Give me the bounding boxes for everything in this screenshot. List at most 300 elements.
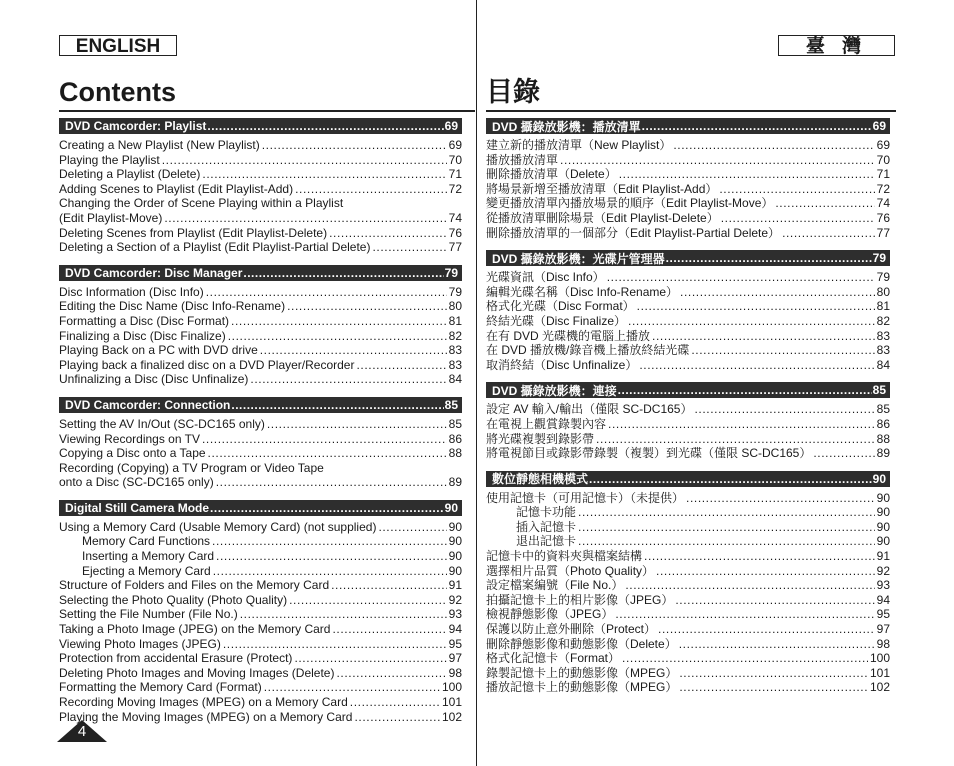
entry-label: 編輯光碟名稱（Disc Info-Rename） [486, 284, 679, 299]
toc-entry[interactable] [486, 196, 890, 211]
entry-page-number: 95 [448, 636, 462, 651]
entry-page-number: 85 [876, 402, 890, 417]
toc-entry[interactable] [486, 226, 890, 241]
leader-dots [243, 266, 443, 280]
entry-label: 終結光碟（Disc Finalize） [486, 313, 627, 328]
entry-page-number: 71 [876, 167, 890, 182]
toc-entry[interactable] [59, 578, 462, 593]
entry-label: Viewing Recordings on TV [59, 431, 200, 446]
entry-page-number: 82 [876, 313, 890, 328]
entry-label: 設定 AV 輸入/輸出（僅限 SC-DC165） [486, 402, 693, 417]
leader-dots [578, 534, 875, 549]
leader-dots [782, 226, 875, 241]
toc-entry[interactable] [59, 520, 462, 535]
entry-label: 錄製記憶卡上的動態影像（MPEG） [486, 665, 678, 680]
entry-label: 拍攝記憶卡上的相片影像（JPEG） [486, 592, 674, 607]
toc-entry[interactable] [59, 417, 462, 432]
entry-label: Playing Back on a PC with DVD drive [59, 343, 258, 358]
entry-page-number: 79 [876, 270, 890, 285]
toc-section-header[interactable] [59, 265, 462, 281]
entry-label: Deleting a Playlist (Delete) [59, 167, 201, 182]
leader-dots [721, 211, 875, 226]
entry-page-number: 83 [876, 328, 890, 343]
leader-dots [350, 695, 440, 710]
entry-page-number: 84 [448, 372, 462, 387]
leader-dots [223, 637, 447, 652]
entry-label: 變更播放清單內播放場景的順序（Edit Playlist-Move） [486, 196, 774, 211]
entry-page-number: 90 [448, 549, 462, 564]
toc-entry[interactable] [59, 240, 462, 255]
leader-dots [608, 417, 875, 432]
leader-dots [658, 622, 875, 637]
leader-dots [596, 432, 875, 447]
toc-entry[interactable] [486, 564, 890, 579]
entry-page-number: 93 [448, 607, 462, 622]
leader-dots [775, 196, 874, 211]
entry-page-number: 90 [876, 519, 890, 534]
leader-dots [615, 607, 874, 622]
entry-label: 取消終結（Disc Unfinalize） [486, 357, 638, 372]
toc-entry[interactable] [59, 564, 462, 579]
entry-label: 設定檔案編號（File No.） [486, 578, 624, 593]
toc-entry[interactable] [486, 578, 890, 593]
entry-page-number: 83 [448, 357, 462, 372]
entry-page-number: 90 [448, 534, 462, 549]
entry-label: 選擇相片品質（Photo Quality） [486, 563, 655, 578]
entry-page-number: 81 [876, 299, 890, 314]
entry-page-number: 81 [448, 313, 462, 328]
entry-page-number: 79 [448, 284, 462, 299]
entry-label: 將電視節目或錄影帶錄製（複製）到光碟（僅限 SC-DC165） [486, 446, 812, 461]
entry-page-number: 74 [448, 210, 462, 225]
toc-entry[interactable] [486, 637, 890, 652]
entry-page-number: 77 [876, 225, 890, 240]
toc-section [59, 397, 462, 496]
toc-entry[interactable] [59, 446, 462, 461]
leader-dots [378, 520, 446, 535]
entry-page-number: 69 [448, 138, 462, 152]
toc-section-header[interactable] [59, 500, 462, 516]
toc-section-header[interactable] [486, 118, 890, 134]
toc-entry[interactable] [59, 622, 462, 637]
leader-dots [618, 383, 872, 397]
leader-dots [719, 182, 874, 197]
leader-dots [332, 622, 446, 637]
toc-entry[interactable] [59, 182, 462, 197]
entry-page-number: 89 [448, 475, 462, 490]
toc-entry[interactable] [59, 285, 462, 300]
toc-entry[interactable] [59, 299, 462, 314]
leader-dots [679, 680, 868, 695]
section-title: DVD Camcorder: Disc Manager [65, 265, 243, 280]
leader-dots [686, 491, 875, 506]
entry-label: 格式化記憶卡（Format） [486, 651, 621, 666]
toc-entry[interactable] [59, 329, 462, 344]
leader-dots [162, 153, 447, 168]
toc-entry[interactable] [486, 285, 890, 300]
entry-page-number: 74 [876, 196, 890, 211]
section-page-number: 85 [872, 383, 886, 398]
toc-section [486, 118, 890, 246]
toc-entry[interactable] [486, 622, 890, 637]
entry-page-number: 88 [448, 446, 462, 461]
entry-page-number: 70 [876, 152, 890, 167]
leader-dots [372, 240, 446, 255]
language-label-english: ENGLISH [59, 35, 177, 56]
entry-label: 在 DVD 播放機/錄音機上播放終結光碟 [486, 343, 690, 358]
entry-page-number: 88 [876, 431, 890, 446]
entry-page-number: 84 [876, 357, 890, 372]
leader-dots [331, 578, 447, 593]
toc-entry[interactable] [486, 680, 890, 695]
entry-label: Editing the Disc Name (Disc Info-Rename) [59, 299, 286, 314]
entry-label: Setting the AV In/Out (SC-DC165 only) [59, 416, 265, 431]
leader-dots [578, 505, 875, 520]
entry-page-number: 101 [869, 665, 890, 680]
entry-label: Using a Memory Card (Usable Memory Card) (not supplied) [59, 519, 377, 534]
toc-entry[interactable] [59, 593, 462, 608]
toc-entry[interactable] [486, 666, 890, 681]
leader-dots [354, 710, 440, 725]
entry-label: Deleting a Section of a Playlist (Edit Playlist-Partial Delete) [59, 240, 371, 255]
section-title: 數位靜態相機模式 [492, 472, 589, 487]
toc-entry[interactable] [59, 138, 462, 153]
entry-label: 刪除播放清單（Delete） [486, 167, 617, 182]
section-title: DVD Camcorder: Connection [65, 397, 231, 412]
entry-label: 建立新的播放清單（New Playlist） [486, 138, 672, 152]
toc-entry[interactable] [486, 138, 890, 153]
leader-dots [656, 564, 875, 579]
toc-entry[interactable] [59, 695, 462, 710]
leader-dots [329, 226, 447, 241]
leader-dots [294, 651, 446, 666]
leader-dots [589, 472, 872, 486]
entry-label: Copying a Disc onto a Tape [59, 446, 206, 461]
toc-entry[interactable] [486, 534, 890, 549]
toc-entry[interactable] [486, 402, 890, 417]
toc-section-header[interactable] [59, 118, 462, 134]
toc-column-chinese [486, 118, 890, 699]
leader-dots [250, 372, 446, 387]
section-page-number: 69 [872, 119, 886, 133]
entry-label: Protection from accidental Erasure (Protect) [59, 651, 293, 666]
entry-label: 記憶卡功能 [516, 505, 577, 520]
toc-entry[interactable] [486, 343, 890, 358]
entry-page-number: 76 [876, 210, 890, 225]
toc-entry[interactable] [486, 358, 890, 373]
entry-label: Formatting a Disc (Disc Format) [59, 313, 230, 328]
toc-entry[interactable] [486, 549, 890, 564]
toc-entry[interactable] [59, 314, 462, 329]
toc-entry[interactable] [59, 167, 462, 182]
toc-section [59, 265, 462, 393]
leader-dots [206, 285, 447, 300]
toc-section [486, 250, 890, 378]
leader-dots [213, 564, 447, 579]
leader-dots [231, 398, 443, 412]
entry-page-number: 83 [876, 343, 890, 358]
entry-label: 刪除靜態影像和動態影像（Delete） [486, 636, 677, 651]
toc-entry[interactable] [59, 153, 462, 168]
entry-page-number: 80 [876, 284, 890, 299]
entry-label: Viewing Photo Images (JPEG) [59, 636, 221, 651]
entry-label: Playing back a finalized disc on a DVD Player/Recorder [59, 357, 355, 372]
leader-dots [164, 211, 446, 226]
entry-label: Deleting Photo Images and Moving Images (Delete) [59, 665, 335, 680]
toc-section [59, 118, 462, 261]
toc-entry[interactable] [59, 372, 462, 387]
toc-entry[interactable] [486, 491, 890, 506]
leader-dots [202, 432, 447, 447]
leader-dots [637, 299, 875, 314]
section-page-number: 90 [444, 500, 458, 515]
toc-entry[interactable] [486, 505, 890, 520]
entry-label: Playing the Moving Images (MPEG) on a Memory Card [59, 709, 353, 724]
toc-entry[interactable] [59, 226, 462, 241]
leader-dots [216, 549, 447, 564]
entry-label: onto a Disc (SC-DC165 only) [59, 475, 214, 490]
leader-dots [625, 578, 874, 593]
toc-entry[interactable] [59, 680, 462, 695]
leader-dots [356, 358, 446, 373]
entry-label: 使用記憶卡（可用記憶卡）（未提供） [486, 490, 685, 505]
entry-page-number: 100 [441, 680, 462, 695]
entry-page-number: 86 [876, 416, 890, 431]
section-page-number: 79 [872, 251, 886, 266]
leader-dots [202, 167, 446, 182]
leader-dots [264, 680, 440, 695]
entry-page-number: 80 [448, 299, 462, 314]
entry-label: Adding Scenes to Playlist (Edit Playlist-Add) [59, 181, 294, 196]
toc-entry[interactable] [486, 432, 890, 447]
page-number: 4 [77, 723, 87, 740]
toc-entry[interactable] [59, 432, 462, 447]
title-rule-right [486, 110, 896, 112]
entry-page-number: 83 [448, 343, 462, 358]
entry-label: Recording Moving Images (MPEG) on a Memory Card [59, 695, 348, 709]
entry-page-number: 95 [876, 607, 890, 622]
entry-label: 播放播放清單 [486, 152, 559, 167]
entry-page-number: 90 [876, 534, 890, 549]
entry-label: 保護以防止意外刪除（Protect） [486, 622, 657, 637]
toc-entry[interactable] [59, 607, 462, 622]
toc-entry[interactable] [486, 651, 890, 666]
entry-page-number: 71 [448, 167, 462, 182]
leader-dots [679, 666, 868, 681]
leader-dots [231, 314, 447, 329]
entry-page-number: 76 [448, 225, 462, 240]
leader-dots [267, 417, 447, 432]
entry-label: Structure of Folders and Files on the Memory Card [59, 578, 330, 593]
entry-page-number: 72 [876, 181, 890, 196]
section-page-number: 69 [444, 119, 458, 133]
entry-page-number: 97 [448, 651, 462, 666]
section-title: DVD 攝錄放影機：連接 [492, 383, 617, 398]
leader-dots [675, 593, 874, 608]
toc-entry[interactable] [59, 666, 462, 681]
leader-dots [560, 153, 875, 168]
entry-label: 退出記憶卡 [516, 534, 577, 549]
entry-label: Disc Information (Disc Info) [59, 284, 204, 299]
leader-dots [619, 167, 875, 182]
entry-label: Deleting Scenes from Playlist (Edit Playlist-Delete) [59, 225, 328, 240]
leader-dots [622, 651, 868, 666]
toc-entry[interactable] [59, 211, 462, 226]
title-rule-left [59, 110, 475, 112]
leader-dots [644, 549, 875, 564]
entry-label: 將場景新增至播放清單（Edit Playlist-Add） [486, 181, 718, 196]
entry-label: Taking a Photo Image (JPEG) on the Memory Card [59, 622, 331, 637]
entry-page-number: 90 [448, 563, 462, 578]
entry-label: Unfinalizing a Disc (Disc Unfinalize) [59, 372, 249, 387]
entry-label: Selecting the Photo Quality (Photo Quality) [59, 592, 288, 607]
entry-label: 記憶卡中的資料夾與檔案結構 [486, 549, 643, 564]
entry-page-number: 91 [448, 578, 462, 593]
entry-page-number: 77 [448, 240, 462, 255]
entry-label: 光碟資訊（Disc Info） [486, 270, 605, 285]
toc-section-header[interactable] [486, 382, 890, 398]
entry-label: 在電視上觀賞錄製內容 [486, 416, 607, 431]
toc-entry[interactable] [59, 651, 462, 666]
toc-entry[interactable] [486, 299, 890, 314]
section-page-number: 90 [872, 471, 886, 486]
leader-dots [680, 285, 875, 300]
leader-dots [208, 446, 447, 461]
toc-section [486, 471, 890, 695]
entry-page-number: 102 [869, 680, 890, 695]
leader-dots [813, 446, 874, 461]
entry-page-number: 91 [876, 549, 890, 564]
leader-dots [673, 138, 874, 153]
toc-entry[interactable] [59, 358, 462, 373]
entry-page-number: 89 [876, 446, 890, 461]
toc-entry[interactable] [486, 314, 890, 329]
entry-page-number: 93 [876, 578, 890, 593]
toc-section-header[interactable] [59, 397, 462, 413]
leader-dots [289, 593, 447, 608]
leader-dots [210, 501, 444, 515]
leader-dots [216, 475, 447, 490]
toc-entry[interactable] [486, 182, 890, 197]
section-title: DVD Camcorder: Playlist [65, 119, 207, 133]
entry-page-number: 101 [441, 695, 462, 709]
toc-entry[interactable] [486, 446, 890, 461]
toc-entry[interactable] [486, 270, 890, 285]
toc-section [486, 382, 890, 466]
leader-dots [240, 607, 447, 622]
toc-entry[interactable] [486, 593, 890, 608]
leader-dots [652, 329, 875, 344]
toc-entry[interactable] [59, 343, 462, 358]
entry-page-number: 90 [876, 505, 890, 520]
entry-page-number: 82 [448, 328, 462, 343]
toc-column-english [59, 118, 462, 728]
column-divider [476, 0, 477, 766]
entry-label: 刪除播放清單的一個部分（Edit Playlist-Partial Delete） [486, 225, 781, 240]
toc-entry[interactable] [59, 710, 462, 725]
entry-label: Memory Card Functions [82, 534, 211, 549]
entry-page-number: 90 [448, 519, 462, 534]
toc-entry[interactable] [59, 549, 462, 564]
entry-page-number: 92 [448, 592, 462, 607]
entry-page-number: 97 [876, 622, 890, 637]
page-title-chinese: 目錄 [486, 77, 540, 107]
entry-label: Inserting a Memory Card [82, 549, 215, 564]
entry-page-number: 86 [448, 431, 462, 446]
leader-dots [336, 666, 446, 681]
leader-dots [607, 270, 875, 285]
section-title: DVD 攝錄放影機：光碟片管理器 [492, 251, 665, 266]
leader-dots [679, 637, 875, 652]
entry-page-number: 72 [448, 181, 462, 196]
leader-dots [691, 343, 874, 358]
toc-entry-line: Changing the Order of Scene Playing within a Playlist [59, 196, 344, 211]
toc-entry[interactable] [59, 637, 462, 652]
toc-entry[interactable] [486, 520, 890, 535]
leader-dots [578, 520, 875, 535]
page-title-english: Contents [59, 77, 176, 107]
entry-label: Ejecting a Memory Card [82, 563, 211, 578]
toc-entry[interactable] [59, 475, 462, 490]
entry-label: 插入記憶卡 [516, 519, 577, 534]
entry-label: 格式化光碟（Disc Format） [486, 299, 635, 314]
entry-label: Playing the Playlist [59, 152, 160, 167]
entry-page-number: 100 [869, 651, 890, 666]
toc-entry[interactable] [59, 534, 462, 549]
toc-entry-line: Recording (Copying) a TV Program or Video Tape [59, 460, 324, 475]
leader-dots [228, 329, 447, 344]
leader-dots [694, 402, 874, 417]
entry-label: Formatting the Memory Card (Format) [59, 680, 262, 695]
entry-page-number: 102 [441, 709, 462, 724]
entry-page-number: 69 [876, 138, 890, 152]
toc-section-header[interactable] [486, 250, 890, 266]
entry-page-number: 98 [876, 636, 890, 651]
leader-dots [287, 299, 447, 314]
leader-dots [666, 251, 872, 265]
section-page-number: 79 [444, 265, 458, 280]
toc-entry[interactable] [486, 211, 890, 226]
toc-entry[interactable] [486, 607, 890, 622]
leader-dots [207, 119, 443, 133]
toc-section-header[interactable] [486, 471, 890, 487]
entry-label: 播放記憶卡上的動態影像（MPEG） [486, 680, 678, 695]
entry-label: Creating a New Playlist (New Playlist) [59, 138, 260, 152]
section-page-number: 85 [444, 397, 458, 412]
leader-dots [628, 314, 875, 329]
entry-page-number: 94 [876, 592, 890, 607]
section-title: DVD 攝錄放影機：播放清單 [492, 119, 641, 134]
leader-dots [295, 182, 447, 197]
toc-entry[interactable] [486, 153, 890, 168]
leader-dots [262, 138, 447, 153]
entry-page-number: 90 [876, 490, 890, 505]
language-label-taiwan: 臺 灣 [778, 35, 895, 56]
toc-entry[interactable] [486, 417, 890, 432]
entry-label: 將光碟複製到錄影帶 [486, 431, 595, 446]
leader-dots [639, 358, 874, 373]
toc-entry[interactable] [486, 167, 890, 182]
entry-label: Setting the File Number (File No.) [59, 607, 238, 622]
leader-dots [260, 343, 447, 358]
toc-entry[interactable] [486, 329, 890, 344]
section-title: Digital Still Camera Mode [65, 500, 210, 515]
entry-page-number: 85 [448, 416, 462, 431]
entry-page-number: 92 [876, 563, 890, 578]
toc-section [59, 500, 462, 724]
entry-label: 從播放清單刪除場景（Edit Playlist-Delete） [486, 210, 719, 225]
entry-page-number: 98 [448, 665, 462, 680]
